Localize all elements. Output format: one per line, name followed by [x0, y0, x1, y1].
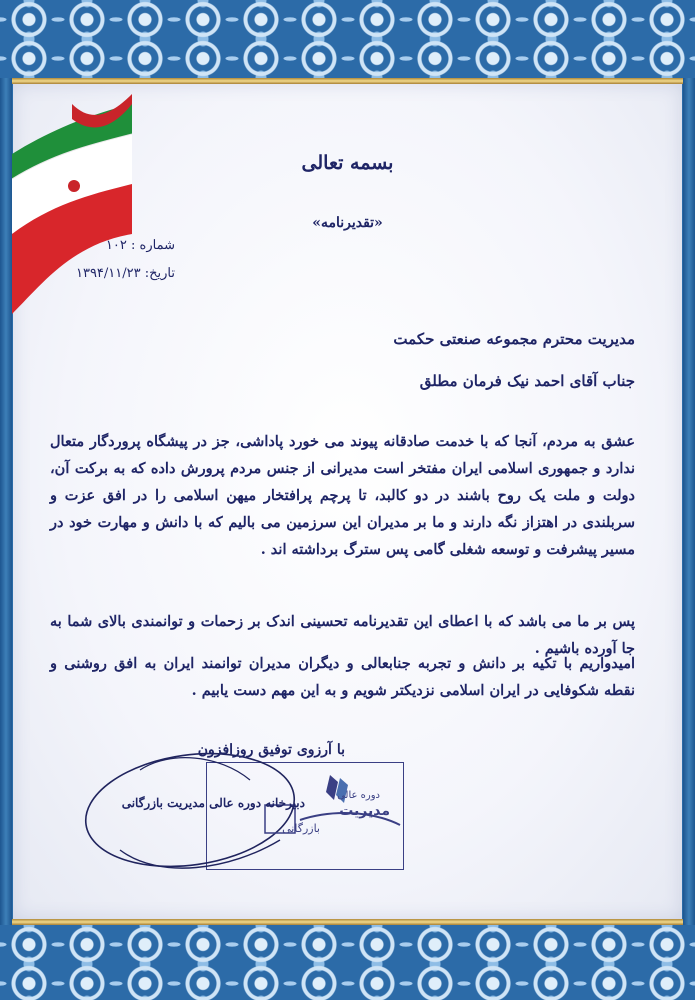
bismillah-heading: بسمه تعالی [301, 152, 394, 174]
closing-department: دبیرخانه دوره عالی مدیریت بازرگانی [121, 796, 305, 810]
logo-line-2: مدیریت [339, 803, 390, 819]
number-value: ۱۰۲ [105, 238, 127, 253]
certificate-title: «تقدیرنامه» [312, 215, 383, 231]
number-label: شماره : [131, 238, 175, 253]
body-paragraph-1: عشق به مردم، آنجا که با خدمت صادقانه پیوند می خورد پاداشی، جز در پیشگاه پروردگار متعال ندارد و جمهوری اسلامی ایران مفتخر است مدیرانی از جنس مردم پرورش داده که به برکت آن، دولت و ملت یک روح باشند در دو کالبد، تا پرچم پرافتخار میهن اسلامی را در افق عزت و سربلندی در اهتزاز نگه دارند و ما بر مدیران این سرزمین می بالیم که با دانش و مهارت خود در مسیر پیشرفت و توسعه شغلی گامی پس سترگ برداشته اند . [50, 433, 635, 558]
top-ornament-band [0, 0, 695, 78]
body-paragraph-2: پس بر ما می باشد که با اعطای این تقدیرنامه تحسینی اندک بر زحمات و توانمندی بالای شما به جا آورده باشیم . [50, 613, 635, 657]
recipient-org: مدیریت محترم مجموعه صنعتی حکمت [393, 330, 635, 348]
letter-date [76, 266, 175, 281]
letter-number [106, 238, 175, 253]
logo-line-3: بازرگانی [282, 822, 320, 835]
iran-flag-ribbon [12, 84, 132, 324]
bottom-ornament-band [0, 925, 695, 1000]
date-value: ۱۳۹۴/۱۱/۲۳ [75, 266, 141, 281]
logo-line-1: دوره عالی [337, 790, 380, 801]
body-paragraph-3: امیدواریم با تکیه بر دانش و تجربه جنابعالی و دیگران مدیران توانمند ایران به افق روشنی و نقطه شکوفایی در ایران اسلامی نزدیکتر شویم و به این مهم دست یابیم . [50, 655, 635, 699]
recipient-person: جناب آقای احمد نیک فرمان مطلق [419, 372, 635, 390]
bottom-gold-rule [12, 919, 683, 925]
closing-wish: با آرزوی توفیق روزافزون [197, 742, 345, 758]
date-label: تاریخ: [144, 266, 175, 281]
